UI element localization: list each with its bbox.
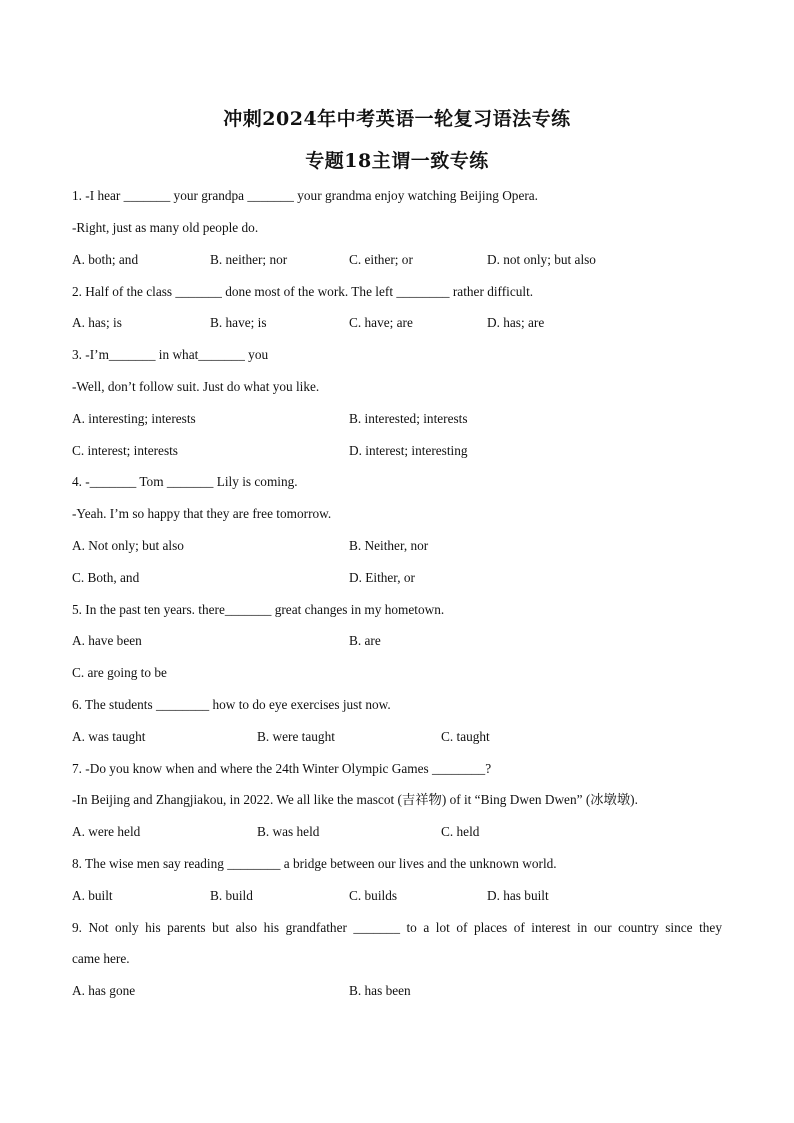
question-1-option-b: B. neither; nor: [210, 252, 288, 267]
question-4-option-a: A. Not only; but also: [72, 538, 184, 553]
question-2-option-c: C. have; are: [349, 315, 413, 330]
question-6-option-c: C. taught: [441, 729, 490, 744]
question-1-option-a: A. both; and: [72, 252, 139, 267]
question-8-option-b: B. build: [210, 888, 253, 903]
question-1-option-c: C. either; or: [349, 252, 413, 267]
question-4-stem: 4. -_______ Tom _______ Lily is coming.: [72, 474, 298, 489]
question-8-stem: 8. The wise men say reading ________ a bridge between our lives and the unknown world.: [72, 856, 557, 871]
question-3-option-c: C. interest; interests: [72, 443, 178, 458]
question-9-option-a: A. has gone: [72, 983, 136, 998]
question-7-option-b: B. was held: [257, 824, 320, 839]
question-6-option-a: A. was taught: [72, 729, 146, 744]
question-1-option-d: D. not only; but also: [487, 252, 596, 267]
question-8-option-c: C. builds: [349, 888, 398, 903]
question-2-option-a: A. has; is: [72, 315, 122, 330]
question-7-option-a: A. were held: [72, 824, 141, 839]
question-4-reply: -Yeah. I’m so happy that they are free tomorrow.: [72, 506, 332, 521]
question-5-option-c: C. are going to be: [72, 665, 167, 680]
question-6-stem: 6. The students ________ how to do eye exercises just now.: [72, 697, 391, 712]
question-3-reply: -Well, don’t follow suit. Just do what you like.: [72, 379, 320, 394]
page-title: 冲刺2024年中考英语一轮复习语法专练: [223, 108, 571, 130]
question-7-option-c: C. held: [441, 824, 480, 839]
page-subtitle: 专题18主谓一致专练: [305, 150, 489, 172]
question-6-option-b: B. were taught: [257, 729, 335, 744]
question-8-option-a: A. built: [72, 888, 113, 903]
question-1-reply: -Right, just as many old people do.: [72, 220, 259, 235]
question-9-option-b: B. has been: [349, 983, 411, 998]
question-5-stem: 5. In the past ten years. there_______ great changes in my hometown.: [72, 602, 445, 617]
question-4-option-c: C. Both, and: [72, 570, 140, 585]
question-9-stem-continued: came here.: [72, 951, 130, 966]
question-3-option-b: B. interested; interests: [349, 411, 468, 426]
question-4-option-d: D. Either, or: [349, 570, 415, 585]
question-3-option-d: D. interest; interesting: [349, 443, 468, 458]
question-2-stem: 2. Half of the class _______ done most of the work. The left ________ rather difficult.: [72, 284, 534, 299]
question-5-option-b: B. are: [349, 633, 381, 648]
question-7-stem: 7. -Do you know when and where the 24th Winter Olympic Games ________?: [72, 761, 492, 776]
question-1-stem: 1. -I hear _______ your grandpa _______ your grandma enjoy watching Beijing Opera.: [72, 188, 539, 203]
question-3-stem: 3. -I’m_______ in what_______ you: [72, 347, 269, 362]
question-9-stem: 9. Not only his parents but also his grandfather _______ to a lot of places of interest in our country since they: [72, 920, 722, 935]
question-2-option-d: D. has; are: [487, 315, 545, 330]
question-5-option-a: A. have been: [72, 633, 142, 648]
question-4-option-b: B. Neither, nor: [349, 538, 429, 553]
question-7-reply: -In Beijing and Zhangjiakou, in 2022. We all like the mascot (吉祥物) of it “Bing Dwen Dwen” (冰墩墩).: [72, 792, 638, 807]
question-3-option-a: A. interesting; interests: [72, 411, 196, 426]
question-2-option-b: B. have; is: [210, 315, 267, 330]
question-8-option-d: D. has built: [487, 888, 549, 903]
